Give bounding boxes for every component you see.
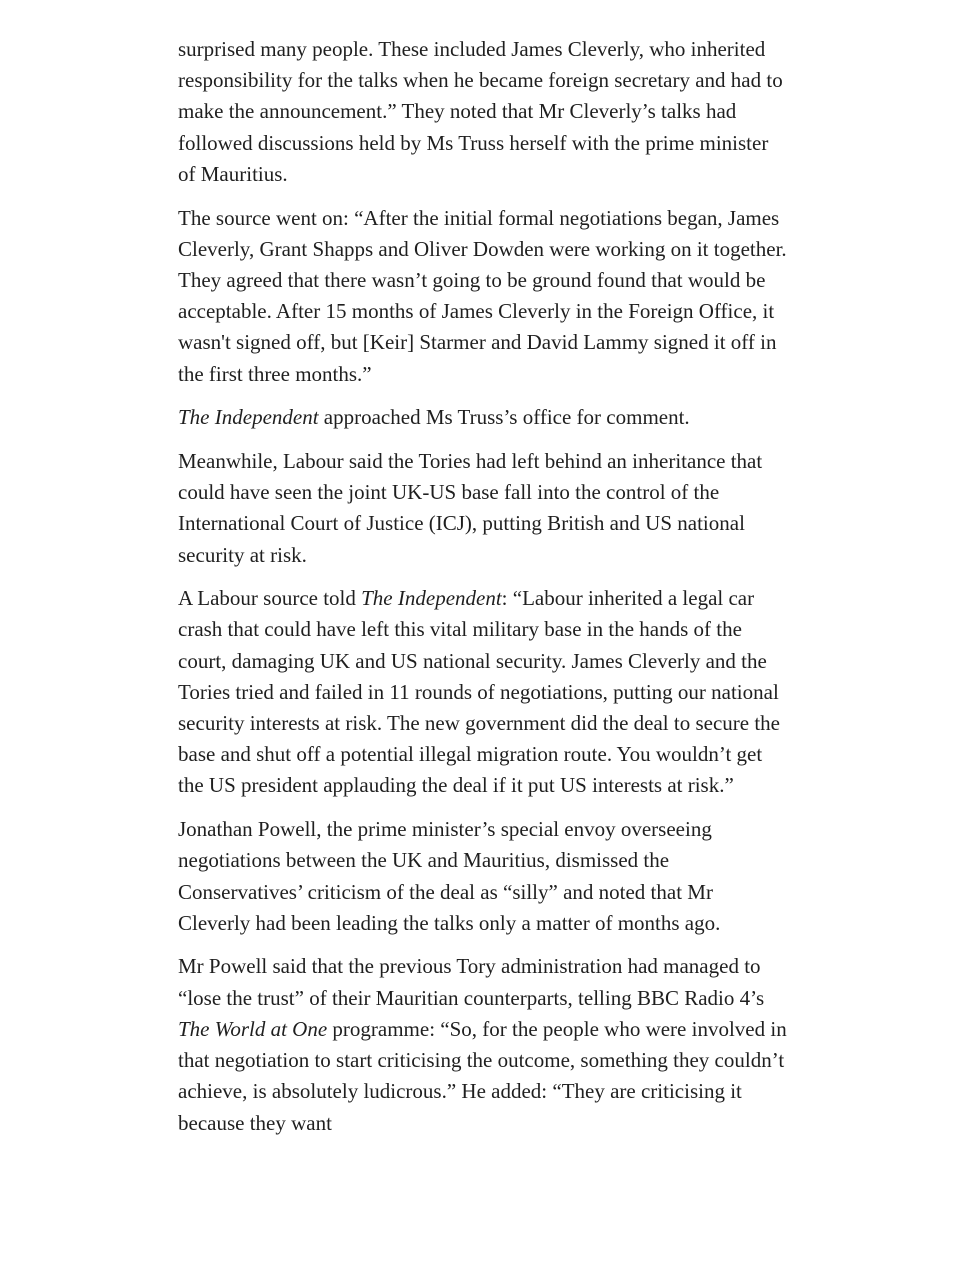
- paragraph-3: [178, 402, 788, 433]
- publication-name: The Independent: [178, 405, 319, 430]
- paragraph-5: [178, 583, 788, 801]
- paragraph-7: [178, 951, 788, 1138]
- paragraph-6: Jonathan Powell, the prime minister’s special envoy overseeing negotiations between the UK and Mauritius, dismissed the Conservatives’ criticism of the deal as “silly” and noted that Mr Cleverly had been leading the talks only a matter of months ago.: [178, 817, 721, 935]
- paragraph-5-quote: : “Labour inherited a legal car crash that could have left this vital military base in the hands of the court, damaging UK and US national security. James Cleverly and the Tories tried and failed in 11 rounds of negotiations, putting our national security interests at risk. The new government did the deal to secure the base and shut off a potential illegal migration route. You wouldn’t get the US president applauding the deal if it put US interests at risk.”: [178, 586, 781, 798]
- paragraph-7-quote: programme: “So, for the people who were involved in that negotiation to start criticising the outcome, something they couldn’t achieve, is absolutely ludicrous.” He added: “They are criticising it because they want: [178, 1016, 787, 1135]
- paragraph-4: Meanwhile, Labour said the Tories had left behind an inheritance that could have seen the joint UK-US base fall into the control of the International Court of Justice (ICJ), putting British and US national security at risk.: [178, 448, 763, 567]
- programme-name: The World at One: [178, 1016, 328, 1041]
- paragraph-1: surprised many people. These included James Cleverly, who inherited responsibility for the talks when he became foreign secretary and had to make the announcement.” They noted that Mr Cleverly’s talks had followed discussions held by Ms Truss herself with the prime minister of Mauritius.: [178, 37, 783, 186]
- paragraph-5-lead: A Labour source told: [178, 586, 362, 611]
- article-body: [178, 34, 788, 1151]
- paragraph-2: The source went on: “After the initial formal negotiations began, James Cleverly, Grant Shapps and Oliver Dowden were working on it together. They agreed that there wasn’t going to be ground found that would be acceptable. After 15 months of James Cleverly in the Foreign Office, it wasn't signed off, but [Keir] Starmer and David Lammy signed it off in the first three months.”: [178, 205, 787, 386]
- paragraph-7-lead: Mr Powell said that the previous Tory administration had managed to “lose the trust” of their Mauritian counterparts, telling BBC Radio 4’s: [178, 954, 765, 1010]
- paragraph-3-text: approached Ms Truss’s office for comment.: [318, 405, 690, 430]
- publication-name: The Independent: [361, 586, 502, 611]
